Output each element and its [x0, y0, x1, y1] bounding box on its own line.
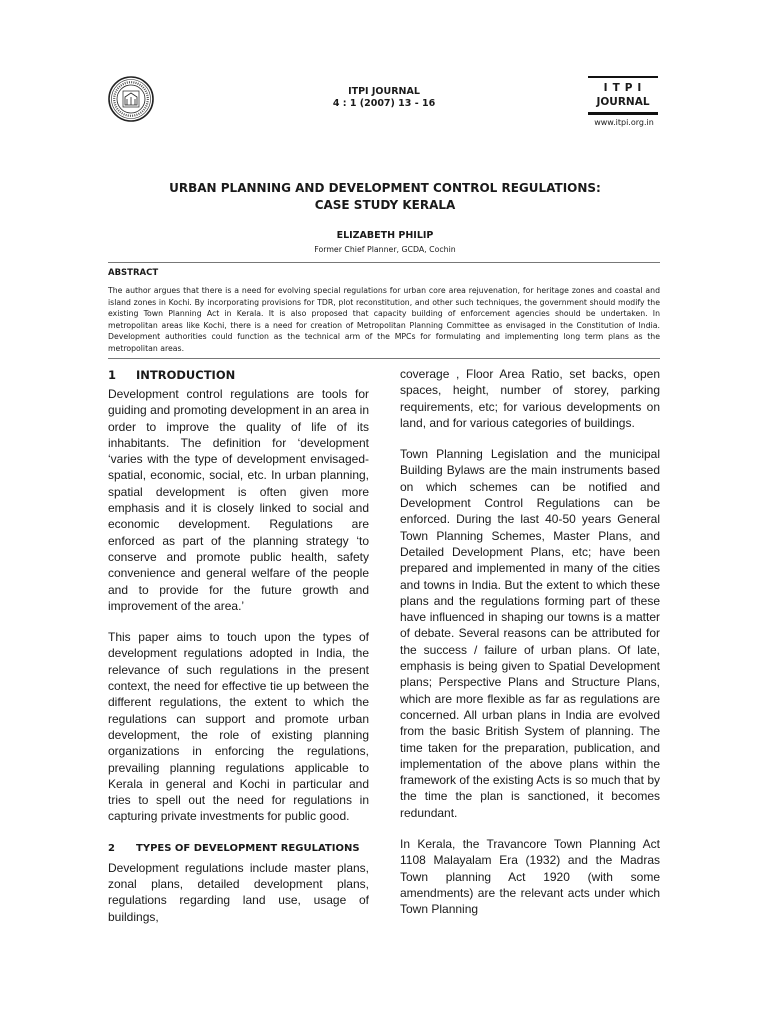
author-affiliation: Former Chief Planner, GCDA, Cochin [314, 245, 456, 254]
paragraph: Town Planning Legislation and the municipal Building Bylaws are the main instruments based on which schemes can be notified and Development Control Regulations can be enforced. During the last 40-50 years General Town Planning Schemes, Master Plans, and Detailed Development Plans, etc; have been prepared and implemented in many of the cities and towns in India. But the extent to which these plans and the regulations forming part of these have influenced in shaping our towns is a matter of debate. Several reasons can be attributed for the success / failure of urban plans. Of late, emphasis is being given to Spatial Development plans; Perspective Plans and Structure Plans, which are more flexible as far as regulations are concerned. All urban plans in India are evolved from the basic British System of planning. The time taken for the preparation, publication, and implementation of the above plans within the framework of the existing Acts is so much that by the time the plan is sanctioned, it becomes redundant. [400, 447, 660, 820]
right-column [400, 366, 660, 918]
section-heading-types [108, 840, 369, 858]
article-title [110, 180, 660, 214]
journal-name: ITPI JOURNAL [348, 86, 420, 97]
logo-text-journal: JOURNAL [596, 96, 650, 108]
institute-seal-icon [108, 76, 154, 122]
journal-issue: 4 : 1 (2007) 13 - 16 [332, 98, 436, 109]
paragraph: Development control regulations are tools for guiding and promoting development in an area in order to improve the quality of life of its inhabitants. The definition for ‘development ‘varies with the type of development envisaged- spatial, economic, social, etc. In urban planning, spatial development is often given more emphasis and it is closely linked to social and economic development. Regulations are enforced as part of the planning strategy ‘to conserve and promote public health, safety convenience and general welfare of the people and to provide for the future growth and improvement of the area.’ [108, 387, 369, 613]
paragraph: In Kerala, the Travancore Town Planning Act 1108 Malayalam Era (1932) and the Madras Town planning Act 1920 (with some amendments) are the relevant acts under which Town Planning [400, 837, 660, 917]
section-number: 2 [108, 842, 115, 854]
article-title-line2: CASE STUDY KERALA [314, 198, 456, 212]
paragraph: This paper aims to touch upon the types of development regulations adopted in India, the relevance of such regulations in the present context, the need for effective tie up between the different regulations, the extent to which the regulations can support and promote urban development, the role of existing planning organizations in enforcing the regulations, prevailing planning regulations applicable to Kerala in general and Kochi in particular and tries to spell out the need for regulations in capturing private investments for public good. [108, 630, 369, 824]
author-name: ELIZABETH PHILIP [336, 230, 434, 241]
article-title-line1: URBAN PLANNING AND DEVELOPMENT CONTROL REGULATIONS: [169, 181, 601, 195]
paragraph: coverage , Floor Area Ratio, set backs, open spaces, height, number of storey, parking requirements, etc; for various developments on land, and for various categories of buildings. [400, 367, 660, 430]
section-title: INTRODUCTION [136, 368, 236, 382]
abstract-text: The author argues that there is a need for evolving special regulations for urban core area rejuvenation, for heritage zones and coastal and island zones in Kochi. By incorporating provisions for TDR, plot reconstitution, and other such techniques, the government should modify the existing Town Planning Act in Kerala. It is also proposed that capacity building of enforcement agencies should be undertaken. In metropolitan areas like Kochi, there is a need for creation of Metropolitan Planning Committee as envisaged in the Constitution of India. Development authorities could function as the technical arm of the MPCs for formulating and implementing long term plans as the metropolitan areas. [108, 286, 660, 353]
logo-rule-top [588, 76, 658, 78]
section-number: 1 [108, 368, 117, 382]
paragraph: Development regulations include master plans, zonal plans, detailed development plans, regulations regarding land use, usage of buildings, [108, 860, 369, 924]
itpi-journal-logo [588, 76, 658, 115]
abstract-divider-bottom [108, 358, 660, 359]
logo-text-itpi: ITPI [603, 82, 647, 94]
journal-website-link[interactable]: www.itpi.org.in [594, 118, 654, 127]
journal-citation [300, 86, 468, 110]
section-title: TYPES OF DEVELOPMENT REGULATIONS [136, 842, 360, 854]
abstract-heading: ABSTRACT [108, 268, 159, 278]
section-heading-introduction [108, 366, 369, 384]
abstract-divider-top [108, 262, 660, 263]
logo-rule-bottom [588, 112, 658, 115]
left-column [108, 366, 369, 925]
